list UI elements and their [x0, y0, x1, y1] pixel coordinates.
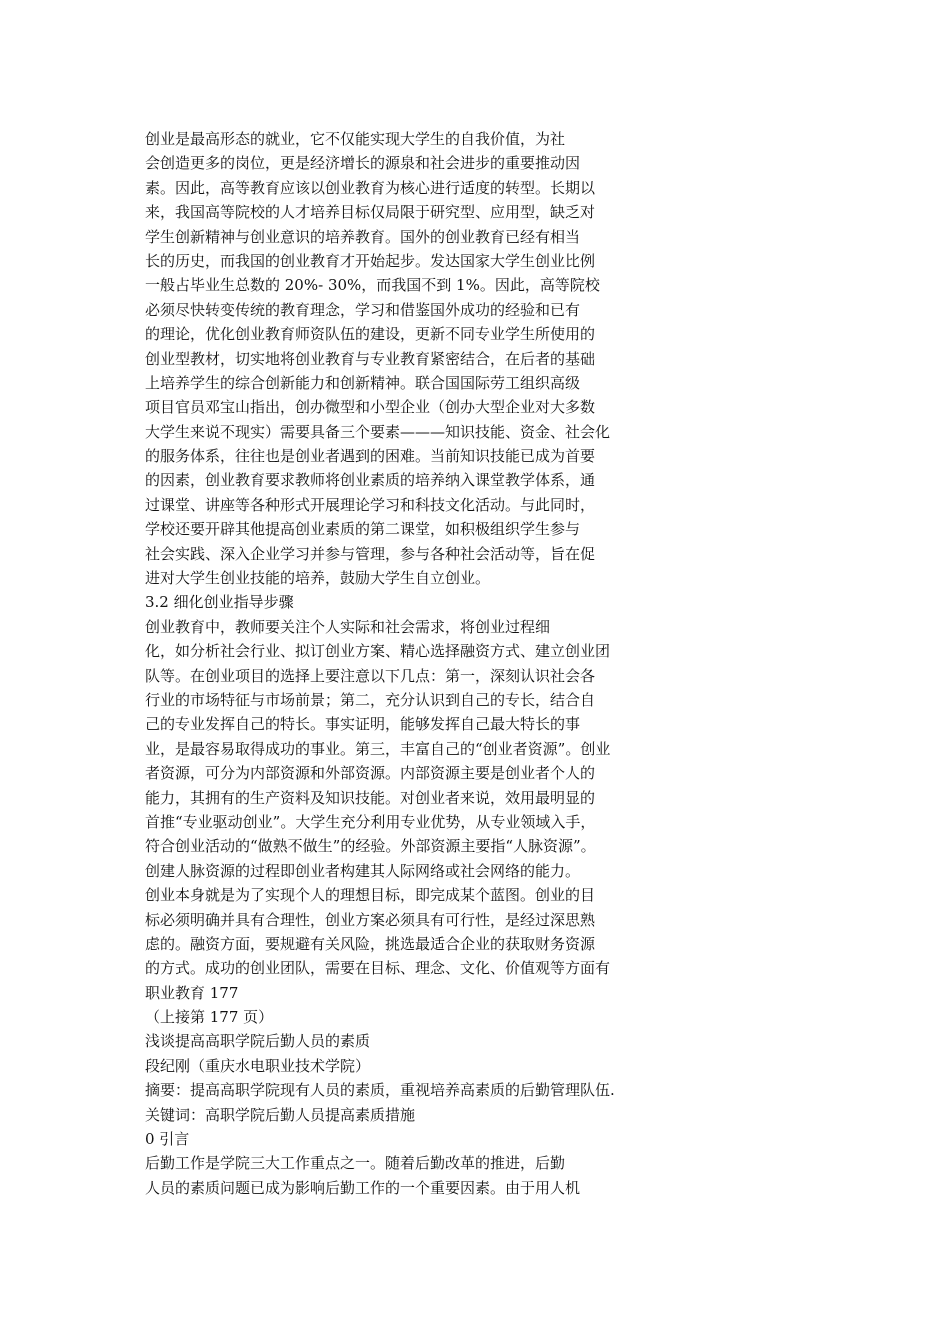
article-author: 段纪刚（重庆水电职业技术学院）: [145, 1056, 371, 1075]
text-line: 进对大学生创业技能的培养，鼓励大学生自立创业。: [145, 569, 491, 588]
text-line: 创业型教材，切实地将创业教育与专业教育紧密结合，在后者的基础: [145, 349, 596, 368]
text-line: 的因素，创业教育要求教师将创业素质的培养纳入课堂教学体系，通: [145, 471, 596, 490]
text-line: 能力，其拥有的生产资料及知识技能。对创业者来说，效用最明显的: [145, 788, 596, 807]
text-line: 虑的。融资方面，要规避有关风险，挑选最适合企业的获取财务资源: [145, 934, 596, 953]
text-line: 人员的素质问题已成为影响后勤工作的一个重要因素。由于用人机: [145, 1178, 581, 1197]
text-line: 行业的市场特征与市场前景；第二，充分认识到自己的专长，结合自: [145, 690, 596, 709]
text-line: 己的专业发挥自己的特长。事实证明，能够发挥自己最大特长的事: [145, 715, 581, 734]
text-line: 创业是最高形态的就业，它不仅能实现大学生的自我价值，为社: [145, 130, 566, 148]
text-line: 来，我国高等院校的人才培养目标仅局限于研究型、应用型，缺乏对: [145, 203, 596, 222]
text-line: 队等。在创业项目的选择上要注意以下几点：第一，深刻认识社会各: [145, 666, 596, 685]
text-line: 创业教育中，教师要关注个人实际和社会需求，将创业过程细: [145, 617, 551, 636]
text-line: 长的历史，而我国的创业教育才开始起步。发达国家大学生创业比例: [145, 251, 596, 270]
page-footer: 职业教育 177: [145, 983, 239, 1002]
continuation-note: （上接第 177 页）: [145, 1008, 274, 1027]
text-line: 符合创业活动的“做熟不做生”的经验。外部资源主要指“人脉资源”。: [145, 837, 596, 856]
text-line: 学生创新精神与创业意识的培养教育。国外的创业教育已经有相当: [145, 227, 581, 246]
document-page: [145, 127, 705, 1200]
article-abstract: 摘要：提高高职学院现有人员的素质，重视培养高素质的后勤管理队伍.: [145, 1081, 615, 1100]
text-line: 者资源，可分为内部资源和外部资源。内部资源主要是创业者个人的: [145, 764, 596, 783]
article-keywords: 关键词：高职学院后勤人员提高素质措施: [145, 1105, 416, 1124]
section-heading: 0 引言: [145, 1130, 190, 1149]
text-line: 项目官员邓宝山指出，创办微型和小型企业（创办大型企业对大多数: [145, 398, 596, 417]
text-line: 创建人脉资源的过程即创业者构建其人际网络或社会网络的能力。: [145, 861, 581, 880]
section-heading: 3.2 细化创业指导步骤: [145, 593, 294, 612]
text-line: 大学生来说不现实）需要具备三个要素———知识技能、资金、社会化: [145, 422, 611, 441]
text-line: 创业本身就是为了实现个人的理想目标，即完成某个蓝图。创业的目: [145, 886, 596, 905]
text-line: 业，是最容易取得成功的事业。第三，丰富自己的“创业者资源”。创业: [145, 739, 611, 758]
article-title: 浅谈提高高职学院后勤人员的素质: [145, 1032, 371, 1051]
text-line: 学校还要开辟其他提高创业素质的第二课堂，如积极组织学生参与: [145, 520, 581, 539]
text-line: 素。因此，高等教育应该以创业教育为核心进行适度的转型。长期以: [145, 178, 596, 197]
text-line: 过课堂、讲座等各种形式开展理论学习和科技文化活动。与此同时，: [145, 495, 596, 514]
text-line: 一般占毕业生总数的 20%- 30%，而我国不到 1%。因此，高等院校: [145, 276, 600, 295]
text-line: 会创造更多的岗位，更是经济增长的源泉和社会进步的重要推动因: [145, 154, 581, 173]
text-line: 的方式。成功的创业团队，需要在目标、理念、文化、价值观等方面有: [145, 959, 611, 978]
text-line: 标必须明确并具有合理性，创业方案必须具有可行性，是经过深思熟: [145, 910, 596, 929]
text-line: 化，如分析社会行业、拟订创业方案、精心选择融资方式、建立创业团: [145, 642, 611, 661]
text-line: 首推“专业驱动创业”。大学生充分利用专业优势，从专业领域入手，: [145, 812, 596, 831]
text-line: 的服务体系，往往也是创业者遇到的困难。当前知识技能已成为首要: [145, 447, 596, 466]
text-line: 必须尽快转变传统的教育理念，学习和借鉴国外成功的经验和已有: [145, 300, 581, 319]
text-line: 的理论，优化创业教育师资队伍的建设，更新不同专业学生所使用的: [145, 325, 596, 344]
text-line: 社会实践、深入企业学习并参与管理，参与各种社会活动等，旨在促: [145, 544, 596, 563]
text-line: 后勤工作是学院三大工作重点之一。随着后勤改革的推进，后勤: [145, 1154, 566, 1173]
text-line: 上培养学生的综合创新能力和创新精神。联合国国际劳工组织高级: [145, 373, 581, 392]
